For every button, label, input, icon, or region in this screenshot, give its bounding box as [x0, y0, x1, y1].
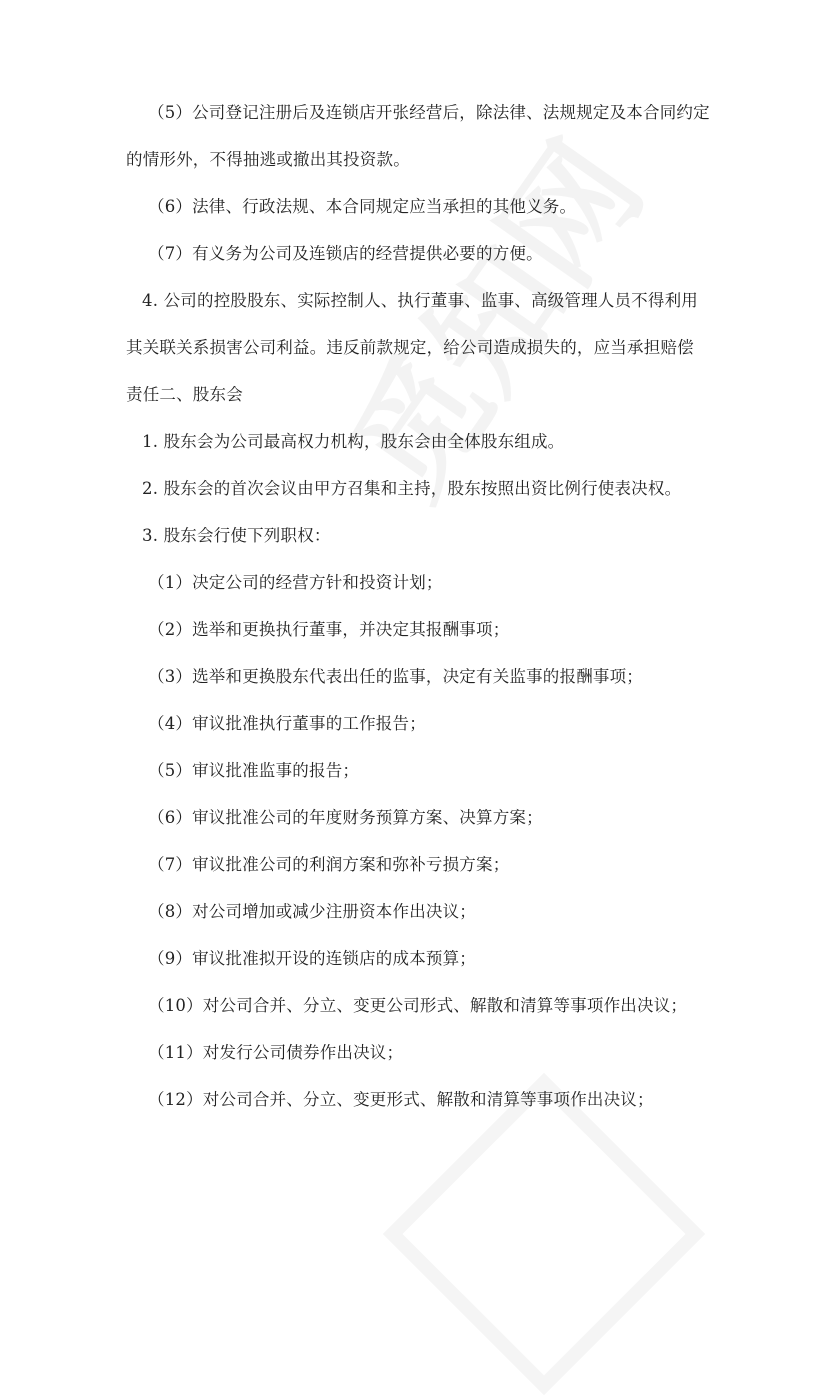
- text-line: （2）选举和更换执行董事，并决定其报酬事项；: [148, 620, 510, 639]
- text-line: （3）选举和更换股东代表出任的监事，决定有关监事的报酬事项；: [148, 667, 643, 686]
- text-line: 责任二、股东会: [126, 385, 243, 404]
- text-line: 2. 股东会的首次会议由甲方召集和主持，股东按照出资比例行使表决权。: [142, 479, 682, 498]
- text-line: （4）审议批准执行董事的工作报告；: [148, 714, 426, 733]
- text-line: （10）对公司合并、分立、变更公司形式、解散和清算等事项作出决议；: [148, 996, 688, 1015]
- text-line: 4. 公司的控股股东、实际控制人、执行董事、监事、高级管理人员不得利用: [142, 291, 698, 310]
- text-line: （12）对公司合并、分立、变更形式、解散和清算等事项作出决议；: [148, 1090, 654, 1109]
- text-line: （6）审议批准公司的年度财务预算方案、决算方案；: [148, 808, 543, 827]
- text-line: 其关联关系损害公司利益。违反前款规定，给公司造成损失的，应当承担赔偿: [126, 338, 694, 357]
- text-line: （1）决定公司的经营方针和投资计划；: [148, 573, 443, 592]
- text-line: （6）法律、行政法规、本合同规定应当承担的其他义务。: [148, 197, 577, 216]
- watermark-logo: [383, 1073, 705, 1395]
- text-line: （5）审议批准监事的报告；: [148, 761, 360, 780]
- text-line: 的情形外，不得抽逃或撤出其投资款。: [126, 150, 410, 169]
- text-line: 3. 股东会行使下列职权：: [142, 526, 331, 545]
- text-line: （7）有义务为公司及连锁店的经营提供必要的方便。: [148, 244, 543, 263]
- text-line: 1. 股东会为公司最高权力机构，股东会由全体股东组成。: [142, 432, 565, 451]
- text-line: （9）审议批准拟开设的连锁店的成本预算；: [148, 949, 476, 968]
- text-line: （7）审议批准公司的利润方案和弥补亏损方案；: [148, 855, 510, 874]
- text-line: （5）公司登记注册后及连锁店开张经营后，除法律、法规规定及本合同约定: [148, 103, 710, 122]
- text-line: （8）对公司增加或减少注册资本作出决议；: [148, 902, 476, 921]
- text-line: （11）对发行公司债券作出决议；: [148, 1043, 404, 1062]
